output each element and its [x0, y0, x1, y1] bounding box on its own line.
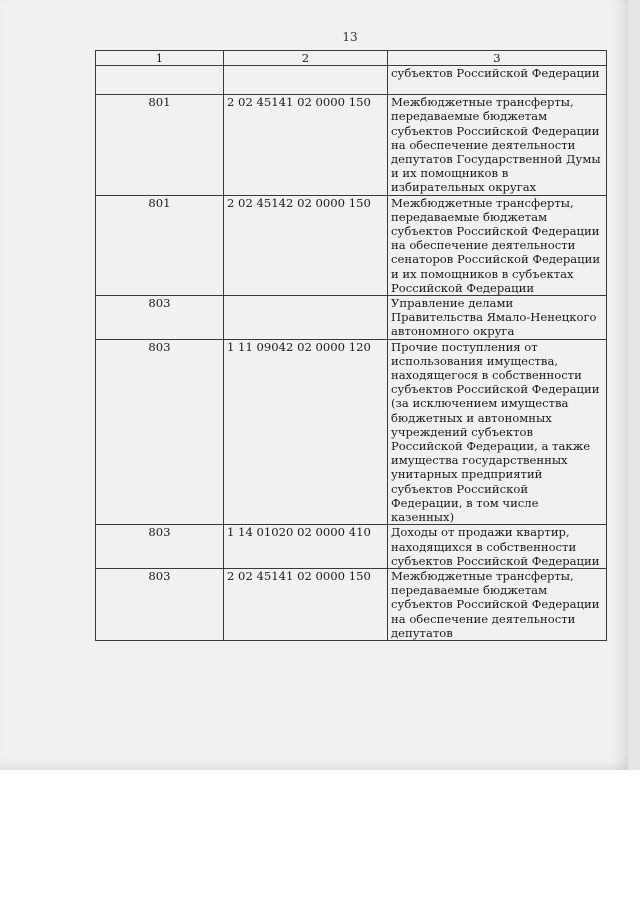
- table-row: [96, 339, 607, 525]
- budget-code-cell: 2 02 45141 02 0000 150: [224, 568, 388, 640]
- income-name-cell: Прочие поступления от использования имущества, находящегося в собственности субъектов Российской Федерации (за исключением имущества бюджетных и автономных учреждений субъектов Российской Федерации, а также имущества государственных унитарных предприятий субъектов Российской Федерации, в том числе казенных): [388, 339, 607, 525]
- budget-code-cell: 2 02 45141 02 0000 150: [224, 95, 388, 195]
- budget-code-cell: 1 14 01020 02 0000 410: [224, 525, 388, 569]
- table-row: [96, 525, 607, 569]
- income-name-cell: субъектов Российской Федерации: [388, 66, 607, 95]
- admin-code-cell: 801: [96, 195, 224, 295]
- page-number: 13: [342, 30, 358, 44]
- table-row: [96, 66, 607, 95]
- column-header-2: 2: [224, 51, 388, 66]
- income-name-cell: Управление делами Правительства Ямало-Ненецкого автономного округа: [388, 296, 607, 340]
- column-header-1: 1: [96, 51, 224, 66]
- admin-code-cell: [96, 66, 224, 95]
- scan-edge: [628, 0, 640, 770]
- budget-code-cell: 1 11 09042 02 0000 120: [224, 339, 388, 525]
- admin-code-cell: 803: [96, 296, 224, 340]
- income-name-cell: Межбюджетные трансферты, передаваемые бюджетам субъектов Российской Федерации на обеспечение деятельности сенаторов Российской Федерации и их помощников в субъектах Российской Федерации: [388, 195, 607, 295]
- admin-code-cell: 801: [96, 95, 224, 195]
- admin-code-cell: 803: [96, 339, 224, 525]
- budget-code-cell: [224, 296, 388, 340]
- admin-code-cell: 803: [96, 568, 224, 640]
- table-header-row: [96, 51, 607, 66]
- table-row: [96, 296, 607, 340]
- column-header-3: 3: [388, 51, 607, 66]
- income-name-cell: Доходы от продажи квартир, находящихся в собственности субъектов Российской Федерации: [388, 525, 607, 569]
- table-row: [96, 195, 607, 295]
- income-name-cell: Межбюджетные трансферты, передаваемые бюджетам субъектов Российской Федерации на обеспечение деятельности депутатов Государственной Думы и их помощников в избирательных округах: [388, 95, 607, 195]
- budget-code-cell: 2 02 45142 02 0000 150: [224, 195, 388, 295]
- income-name-cell: Межбюджетные трансферты, передаваемые бюджетам субъектов Российской Федерации на обеспечение деятельности депутатов: [388, 568, 607, 640]
- budget-codes-table: [95, 50, 607, 641]
- table-row: [96, 95, 607, 195]
- budget-code-cell: [224, 66, 388, 95]
- admin-code-cell: 803: [96, 525, 224, 569]
- table-row: [96, 568, 607, 640]
